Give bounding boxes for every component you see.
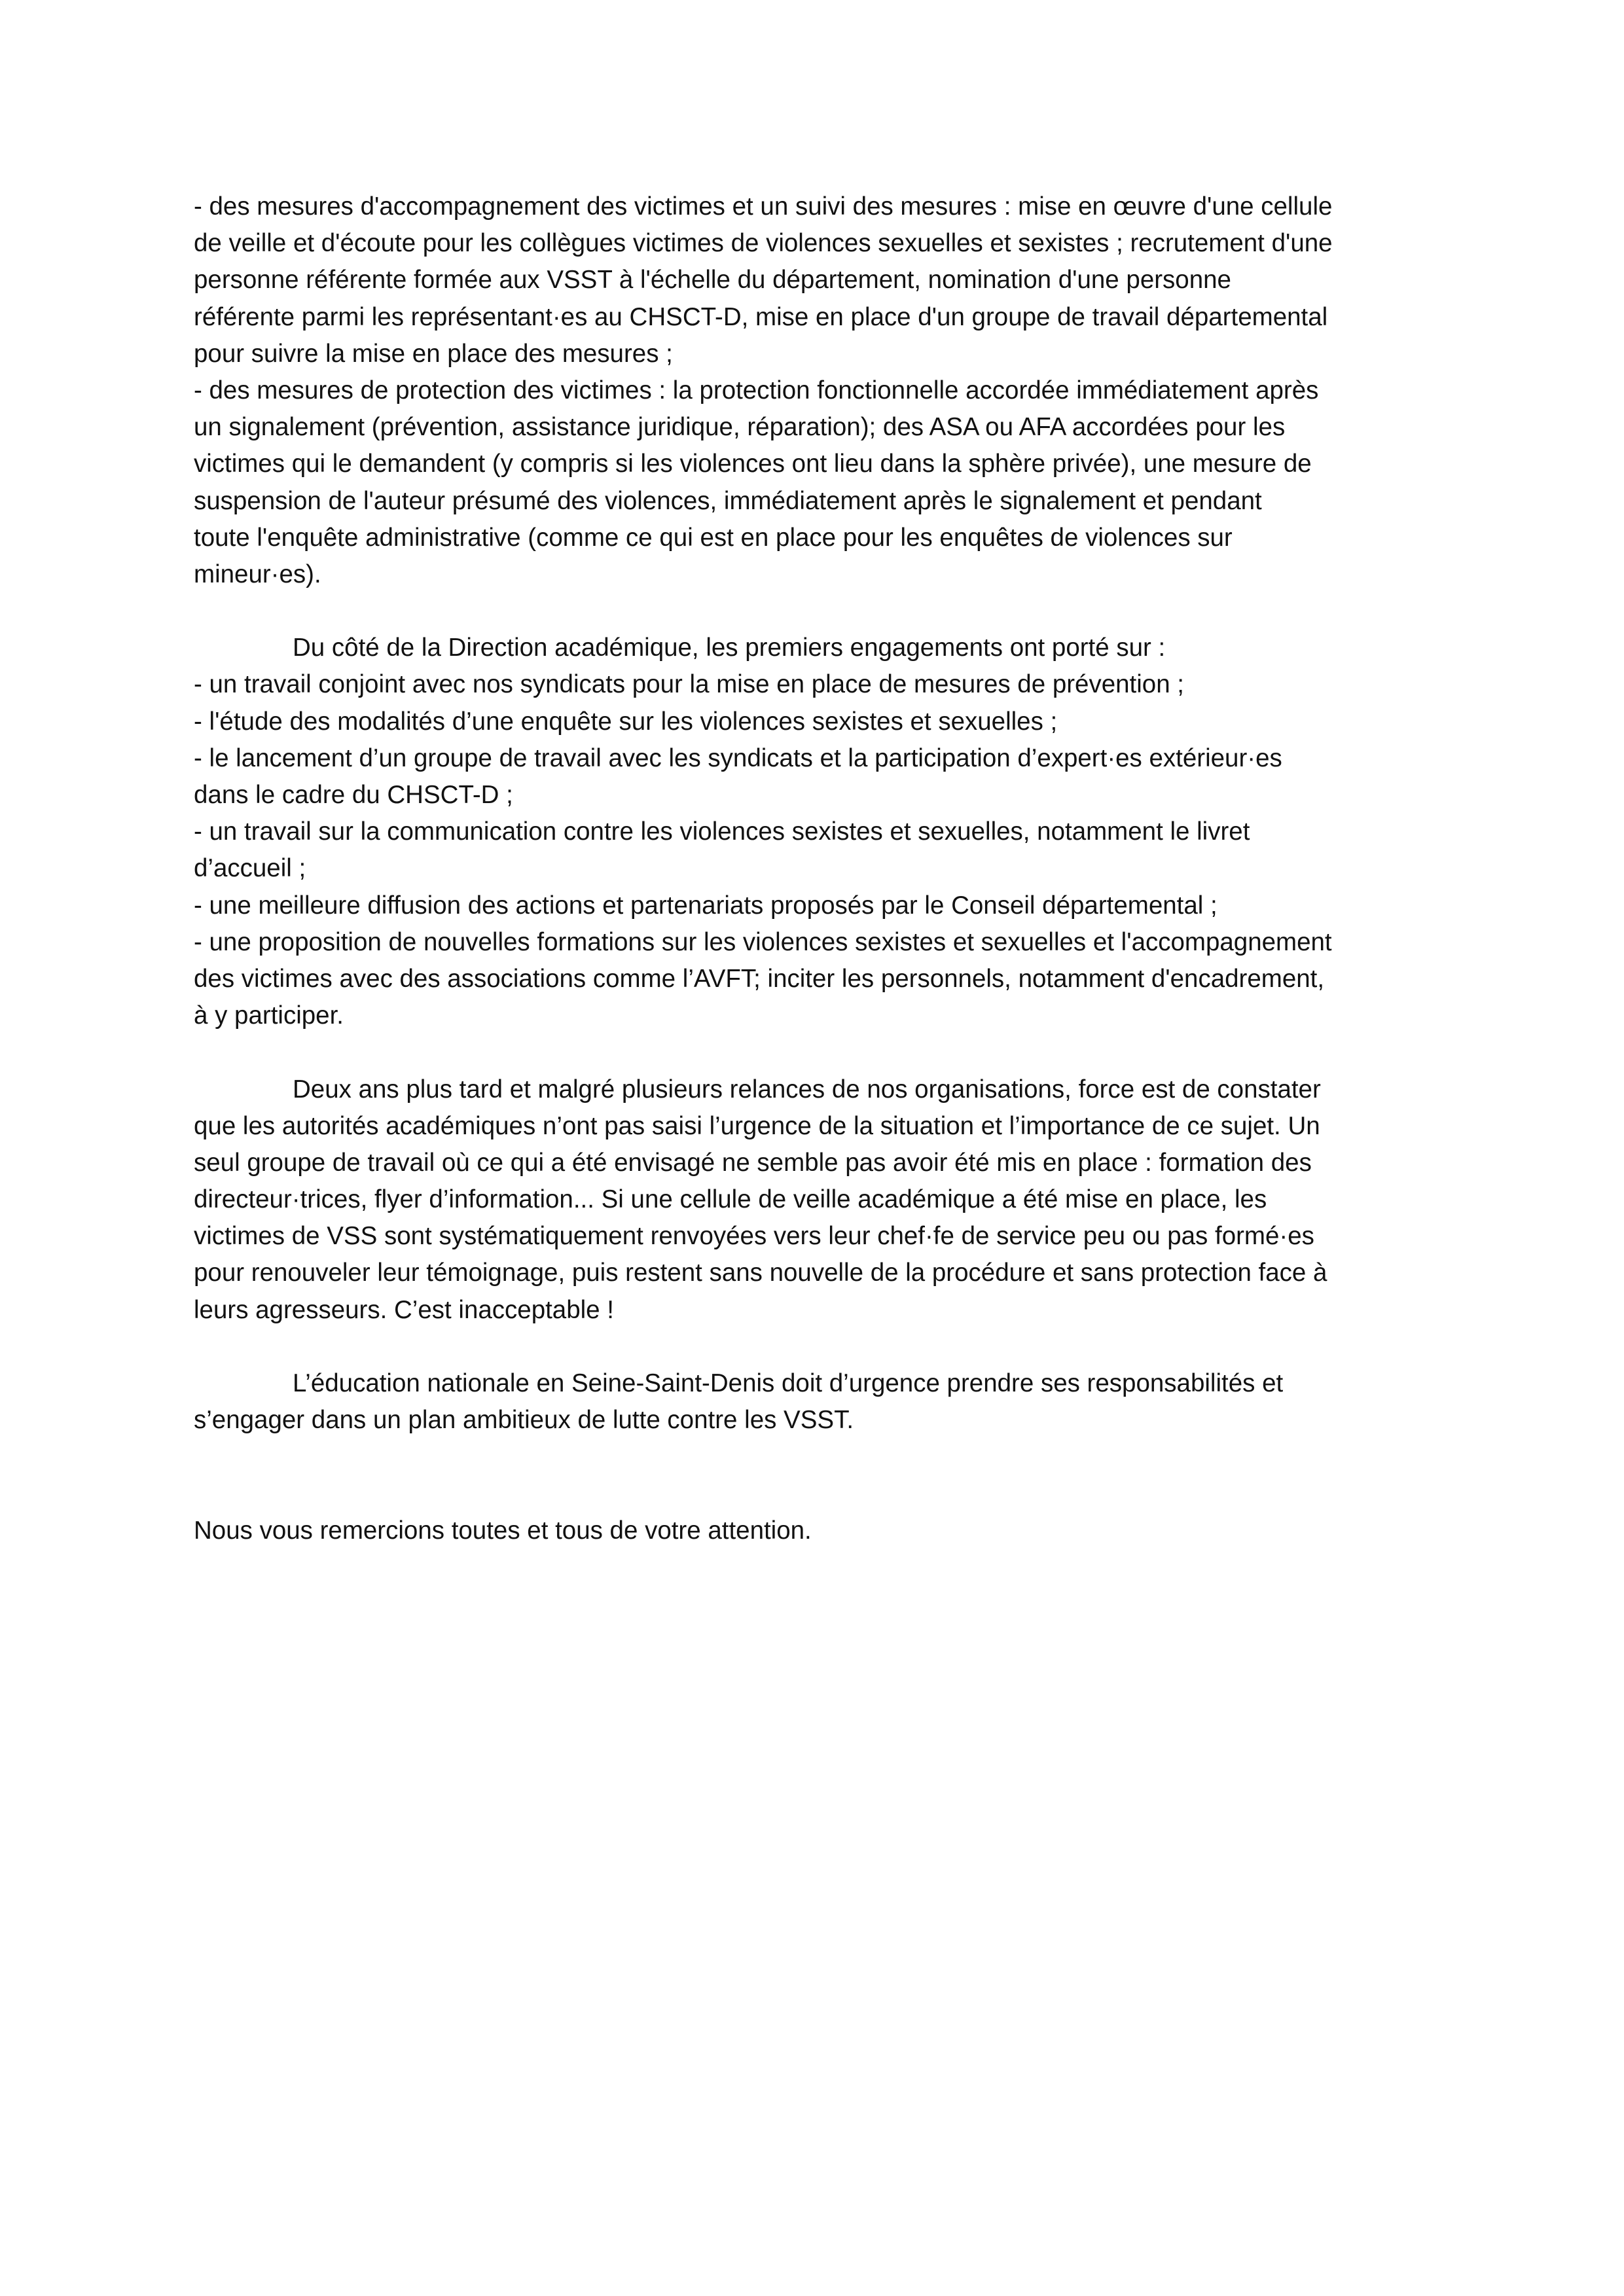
text-line: - une meilleure diffusion des actions et partenariats proposés par le Conseil départemental ; [194,891,1218,920]
paragraph-constat [194,1071,1437,1329]
text-line: - un travail sur la communication contre les violences sexistes et sexuelles, notamment le livret [194,817,1250,846]
text-line: pour suivre la mise en place des mesures ; [194,339,673,368]
closing-line: Nous vous remercions toutes et tous de votre attention. [194,1516,812,1545]
text-line: des victimes avec des associations comme l’AVFT; inciter les personnels, notamment d'encadrement, [194,964,1325,993]
text-line: que les autorités académiques n’ont pas saisi l’urgence de la situation et l’importance de ce sujet. Un [194,1111,1320,1140]
paragraph-spacer [194,1439,1437,1512]
text-line: personne référente formée aux VSST à l'échelle du département, nomination d'une personne [194,266,1231,295]
text-line: victimes qui le demandent (y compris si les violences ont lieu dans la sphère privée), une mesure de [194,450,1312,478]
text-line: toute l'enquête administrative (comme ce qui est en place pour les enquêtes de violences sur [194,523,1233,552]
text-line: directeur·trices, flyer d’information... Si une cellule de veille académique a été mise en place, les [194,1185,1267,1214]
text-line: - le lancement d’un groupe de travail avec les syndicats et la participation d’expert·es extérieur·es [194,744,1282,772]
text-line: d’accueil ; [194,854,306,883]
text-line: s’engager dans un plan ambitieux de lutte contre les VSST. [194,1406,854,1435]
closing-paragraph [194,1513,1437,1549]
text-line: Du côté de la Direction académique, les premiers engagements ont porté sur : [293,634,1166,662]
text-line: - des mesures d'accompagnement des victimes et un suivi des mesures : mise en œuvre d'une cellule [194,192,1333,221]
text-line: référente parmi les représentant·es au CHSCT-D, mise en place d'un groupe de travail départemental [194,302,1328,331]
text-line: victimes de VSS sont systématiquement renvoyées vers leur chef·fe de service peu ou pas formé·es [194,1222,1314,1251]
text-line: - l'étude des modalités d’une enquête sur les violences sexistes et sexuelles ; [194,707,1058,736]
paragraph-spacer [194,593,1437,630]
document-body [194,188,1437,1549]
text-line: - des mesures de protection des victimes : la protection fonctionnelle accordée immédiatement après [194,376,1319,404]
text-line: à y participer. [194,1001,344,1030]
text-line: suspension de l'auteur présumé des violences, immédiatement après le signalement et pendant [194,486,1262,515]
text-line: pour renouveler leur témoignage, puis restent sans nouvelle de la procédure et sans protection face à [194,1259,1327,1287]
paragraph-spacer [194,1034,1437,1071]
paragraph-engagements [194,630,1437,1034]
paragraph-spacer [194,1329,1437,1365]
text-line: - un travail conjoint avec nos syndicats pour la mise en place de mesures de prévention ; [194,670,1185,699]
text-line: Deux ans plus tard et malgré plusieurs relances de nos organisations, force est de constater [293,1075,1321,1103]
text-line: leurs agresseurs. C’est inacceptable ! [194,1295,614,1324]
text-line: L’éducation nationale en Seine-Saint-Denis doit d’urgence prendre ses responsabilités et [293,1369,1284,1397]
text-line: un signalement (prévention, assistance juridique, réparation); des ASA ou AFA accordées pour les [194,413,1286,442]
text-line: seul groupe de travail où ce qui a été envisagé ne semble pas avoir été mis en place : formation des [194,1148,1312,1177]
paragraph-mesures [194,188,1437,593]
paragraph-appel [194,1365,1437,1439]
text-line: de veille et d'écoute pour les collègues victimes de violences sexuelles et sexistes ; recrutement d'une [194,229,1333,258]
text-line: - une proposition de nouvelles formations sur les violences sexistes et sexuelles et l'accompagnement [194,927,1332,956]
text-line: mineur·es). [194,560,321,588]
text-line: dans le cadre du CHSCT-D ; [194,781,513,809]
